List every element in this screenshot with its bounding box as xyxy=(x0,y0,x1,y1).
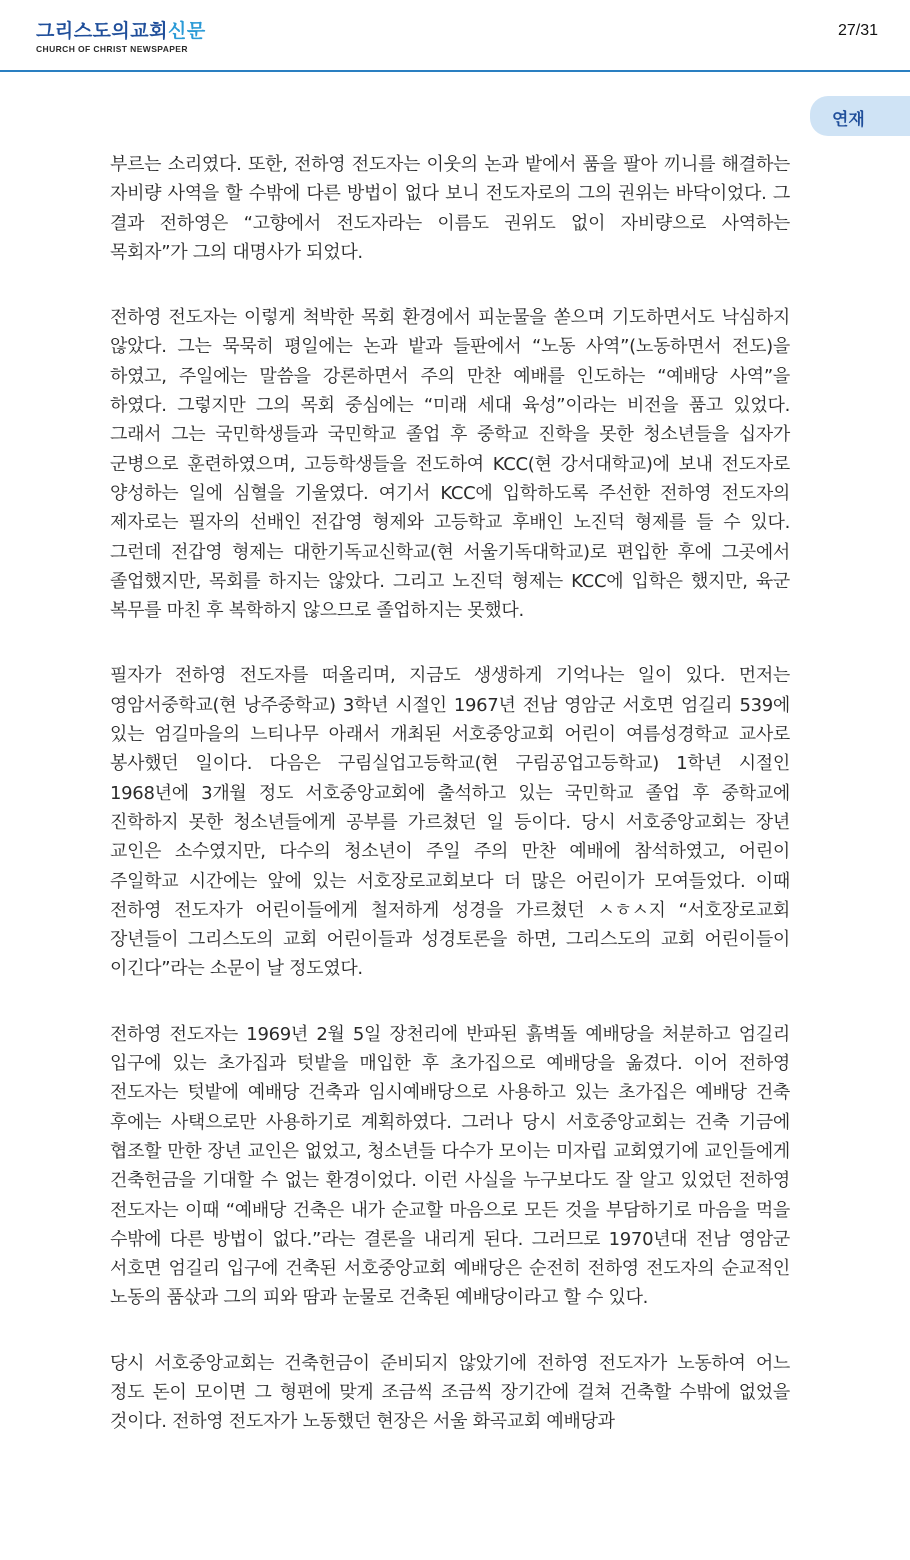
page-number: 27/31 xyxy=(837,22,878,39)
article-paragraph: 전하영 전도자는 이렇게 척박한 목회 환경에서 피눈물을 쏟으며 기도하면서도 낙심하지 않았다. 그는 묵묵히 평일에는 논과 밭과 들판에서 “노동 사역”(노동하면서 전도)을 하였고, 주일에는 말씀을 강론하면서 주의 만찬 예배를 인도하는 “예배당 사역”을 하였다. 그렇지만 그의 목회 중심에는 “미래 세대 육성”이라는 비전을 품고 있었다. 그래서 그는 국민학생들과 국민학교 졸업 후 중학교 진학을 못한 청소년들을 십자가 군병으로 훈련하였으며, 고등학생들을 전도하여 KCC(현 강서대학교)에 보내 전도자로 양성하는 일에 심혈을 기울였다. 여기서 KCC에 입학하도록 주선한 전하영 전도자의 제자로는 필자의 선배인 전갑영 형제와 고등학교 후배인 노진덕 형제를 들 수 있다. 그런데 전갑영 형제는 대한기독교신학교(현 서울기독대학교)로 편입한 후에 그곳에서 졸업했지만, 목회를 하지는 않았다. 그리고 노진덕 형제는 KCC에 입학은 했지만, 육군 복무를 마친 후 복학하지 않으므로 졸업하지는 못했다. xyxy=(110,307,790,622)
page-header xyxy=(0,0,910,72)
article-paragraph: 전하영 전도자는 1969년 2월 5일 장천리에 반파된 흙벽돌 예배당을 처분하고 엄길리 입구에 있는 초가집과 텃밭을 매입한 후 초가집으로 예배당을 옮겼다. 이어 전하영 전도자는 텃밭에 예배당 건축과 임시예배당으로 사용하고 있는 초가집은 예배당 건축 후에는 사택으로만 사용하기로 계획하였다. 그러나 당시 서호중앙교회는 건축 기금에 협조할 만한 장년 교인은 없었고, 청소년들 다수가 모이는 미자립 교회였기에 교인들에게 건축헌금을 기대할 수 없는 환경이었다. 이런 사실을 누구보다도 잘 알고 있었던 전하영 전도자는 이때 “예배당 건축은 내가 순교할 마음으로 모든 것을 부담하기로 마음을 먹을 수밖에 다른 방법이 없다.”라는 결론을 내리게 된다. 그러므로 1970년대 전남 영암군 서호면 엄길리 입구에 건축된 서호중앙교회 예배당은 순전히 전하영 전도자의 순교적인 노동의 품삯과 그의 피와 땀과 눈물로 건축된 예배당이라고 할 수 있다. xyxy=(110,1023,790,1309)
section-tab xyxy=(810,96,910,136)
article-paragraph: 필자가 전하영 전도자를 떠올리며, 지금도 생생하게 기억나는 일이 있다. 먼저는 영암서중학교(현 낭주중학교) 3학년 시절인 1967년 전남 영암군 서호면 엄길리 539에 있는 엄길마을의 느티나무 아래서 개최된 서호중앙교회 어린이 여름성경학교 교사로 봉사했던 일이다. 다음은 구림실업고등학교(현 구림공업고등학교) 1학년 시절인 1968년에 3개월 정도 서호중앙교회에 출석하고 있는 국민학교 졸업 후 중학교에 진학하지 못한 청소년들에게 공부를 가르쳤던 일 등이다. 당시 서호중앙교회는 장년 교인은 소수였지만, 다수의 청소년이 주일 주의 만찬 예배에 참석하였고, 어린이 주일학교 시간에는 앞에 있는 서호장로교회보다 더 많은 어린이가 모여들었다. 이때 전하영 전도자가 어린이들에게 철저하게 성경을 가르쳤던 ㅅㅎㅅ지 “서호장로교회 장년들이 그리스도의 교회 어린이들과 성경토론을 하면, 그리스도의 교회 어린이들이 이긴다”라는 소문이 날 정도였다. xyxy=(110,665,790,980)
logo-korean-accent: 신문 xyxy=(167,20,206,42)
logo-korean xyxy=(36,20,206,42)
newspaper-logo xyxy=(36,20,206,54)
logo-korean-main: 그리스도의교회 xyxy=(36,20,168,42)
article-body xyxy=(110,150,790,1473)
logo-english: CHURCH OF CHRIST NEWSPAPER xyxy=(36,44,188,54)
section-tab-label: 연재 xyxy=(832,110,865,130)
article-paragraph: 당시 서호중앙교회는 건축헌금이 준비되지 않았기에 전하영 전도자가 노동하여 어느 정도 돈이 모이면 그 형편에 맞게 조금씩 조금씩 장기간에 걸쳐 건축할 수밖에 없었을 것이다. 전하영 전도자가 노동했던 현장은 서울 화곡교회 예배당과 xyxy=(110,1352,790,1433)
article-paragraph: 부르는 소리였다. 또한, 전하영 전도자는 이웃의 논과 밭에서 품을 팔아 끼니를 해결하는 자비량 사역을 할 수밖에 다른 방법이 없다 보니 전도자로의 그의 권위는 바닥이었다. 그 결과 전하영은 “고향에서 전도자라는 이름도 권위도 없이 자비량으로 사역하는 목회자”가 그의 대명사가 되었다. xyxy=(110,154,790,263)
